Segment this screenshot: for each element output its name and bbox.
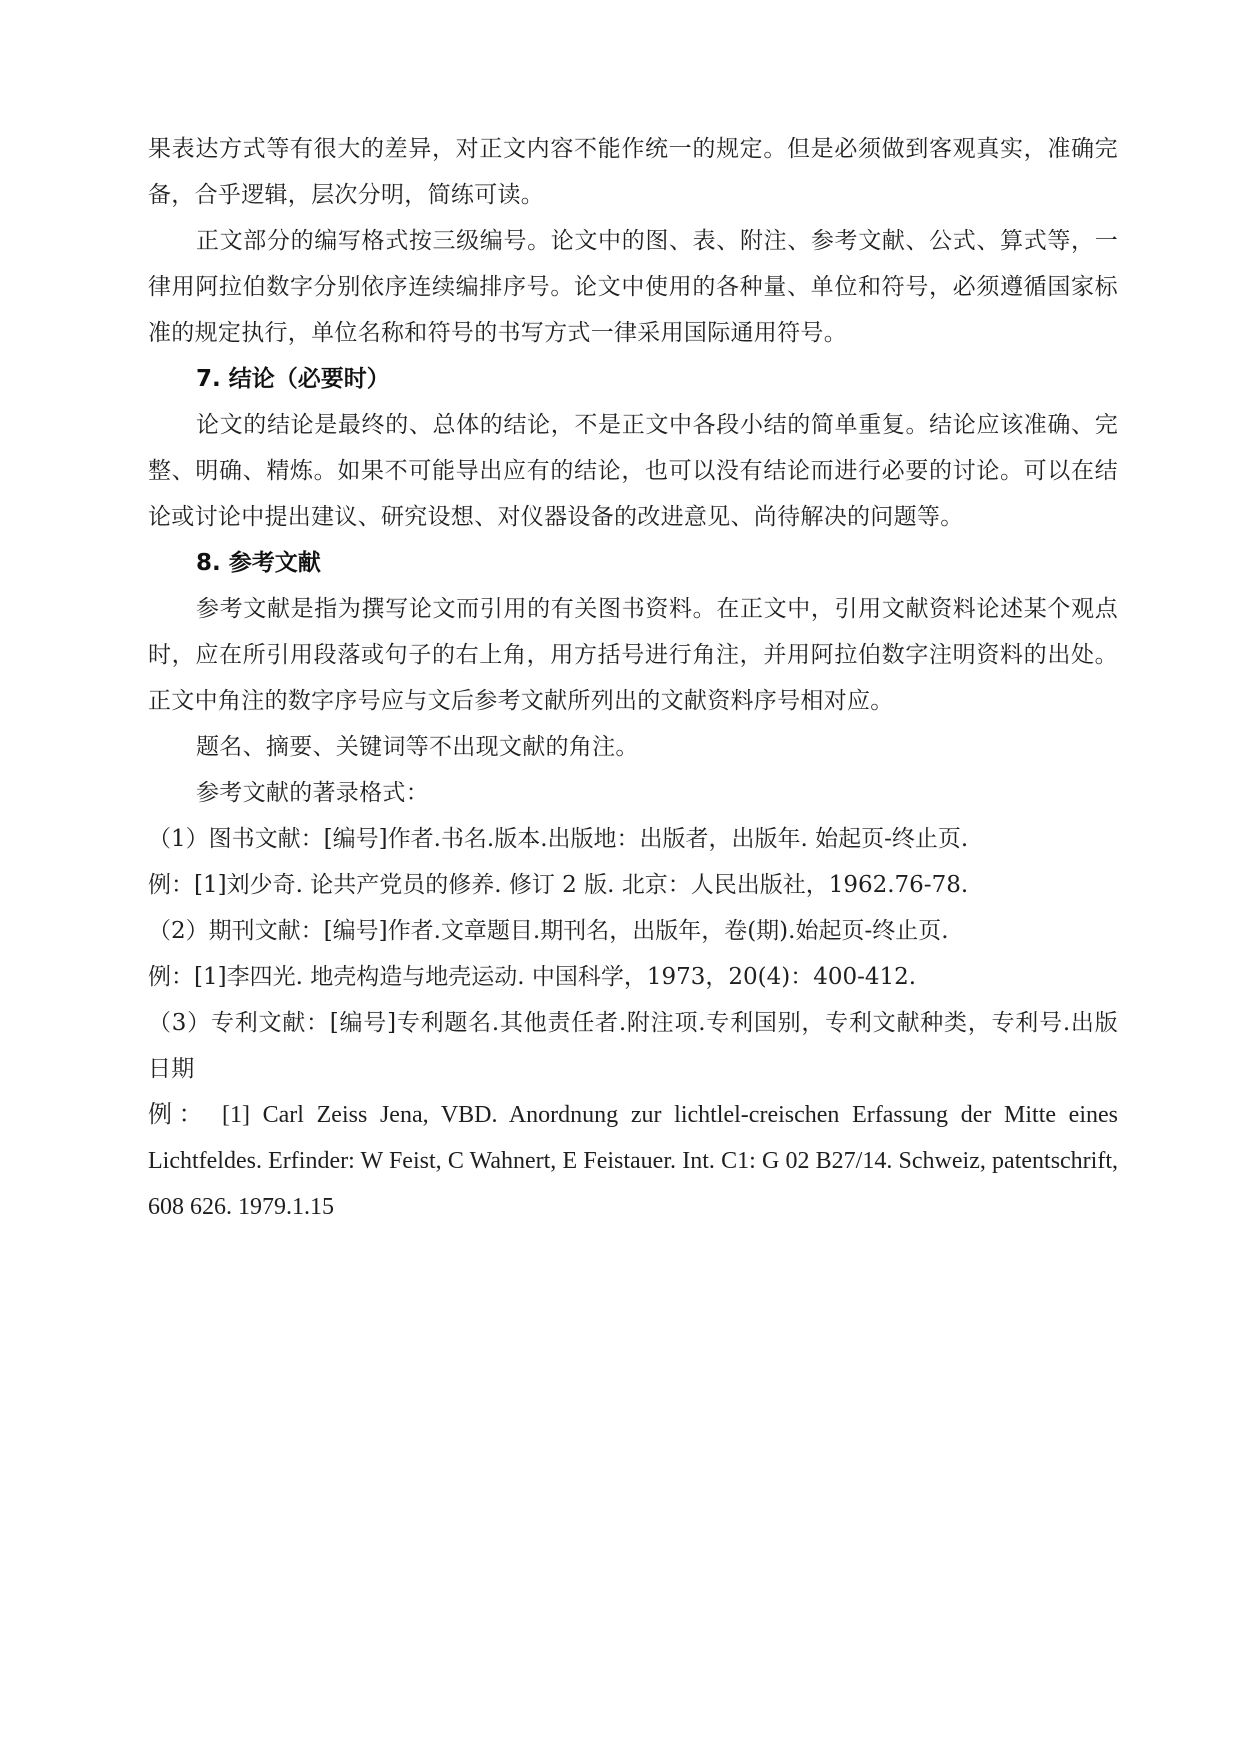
paragraph-body-format: 正文部分的编写格式按三级编号。论文中的图、表、附注、参考文献、公式、算式等，一律用阿拉伯数字分别依序连续编排序号。论文中使用的各种量、单位和符号，必须遵循国家标准的规定执行，单位名称和符号的书写方式一律采用国际通用符号。 xyxy=(148,228,1118,346)
reference-patent-format: （3）专利文献：[编号]专利题名.其他责任者.附注项.专利国别，专利文献种类，专利号.出版日期 xyxy=(148,1010,1118,1082)
paragraph-no-annotation: 题名、摘要、关键词等不出现文献的角注。 xyxy=(196,734,639,760)
reference-patent-example-text: [1] Carl Zeiss Jena, VBD. Anordnung zur lichtlel-creischen Erfassung der Mitte eines Lichtfeldes. Erfinder: W Feist, C Wahnert, E Feistauer. Int. C1: G 02 B27/14. Schweiz, patentschrift, 608 626. 1979.1.15 xyxy=(148,1102,1118,1220)
reference-book-example: 例：[1]刘少奇. 论共产党员的修养. 修订 2 版. 北京：人民出版社，1962.76-78. xyxy=(148,872,969,898)
reference-journal-format: （2）期刊文献：[编号]作者.文章题目.期刊名，出版年，卷(期).始起页-终止页. xyxy=(148,918,949,944)
reference-book-format: （1）图书文献：[编号]作者.书名.版本.出版地：出版者，出版年. 始起页-终止页. xyxy=(148,826,969,852)
document-page xyxy=(148,126,1118,1230)
paragraph-conclusion: 论文的结论是最终的、总体的结论，不是正文中各段小结的简单重复。结论应该准确、完整、明确、精炼。如果不可能导出应有的结论，也可以没有结论而进行必要的讨论。可以在结论或讨论中提出建议、研究设想、对仪器设备的改进意见、尚待解决的问题等。 xyxy=(148,412,1118,530)
section-heading-conclusion: 7. 结论（必要时） xyxy=(196,366,390,392)
paragraph-reference-format-intro: 参考文献的著录格式： xyxy=(196,780,429,806)
paragraph-references-definition: 参考文献是指为撰写论文而引用的有关图书资料。在正文中，引用文献资料论述某个观点时，应在所引用段落或句子的右上角，用方括号进行角注，并用阿拉伯数字注明资料的出处。正文中角注的数字序号应与文后参考文献所列出的文献资料序号相对应。 xyxy=(148,596,1118,714)
reference-journal-example: 例：[1]李四光. 地壳构造与地壳运动. 中国科学，1973，20(4)：400-412. xyxy=(148,964,917,990)
paragraph-body-continued: 果表达方式等有很大的差异，对正文内容不能作统一的规定。但是必须做到客观真实，准确完备，合乎逻辑，层次分明，简练可读。 xyxy=(148,136,1118,208)
reference-patent-example-prefix: 例： xyxy=(148,1102,222,1128)
section-heading-references: 8. 参考文献 xyxy=(196,550,321,576)
reference-patent-example xyxy=(148,1092,1118,1230)
